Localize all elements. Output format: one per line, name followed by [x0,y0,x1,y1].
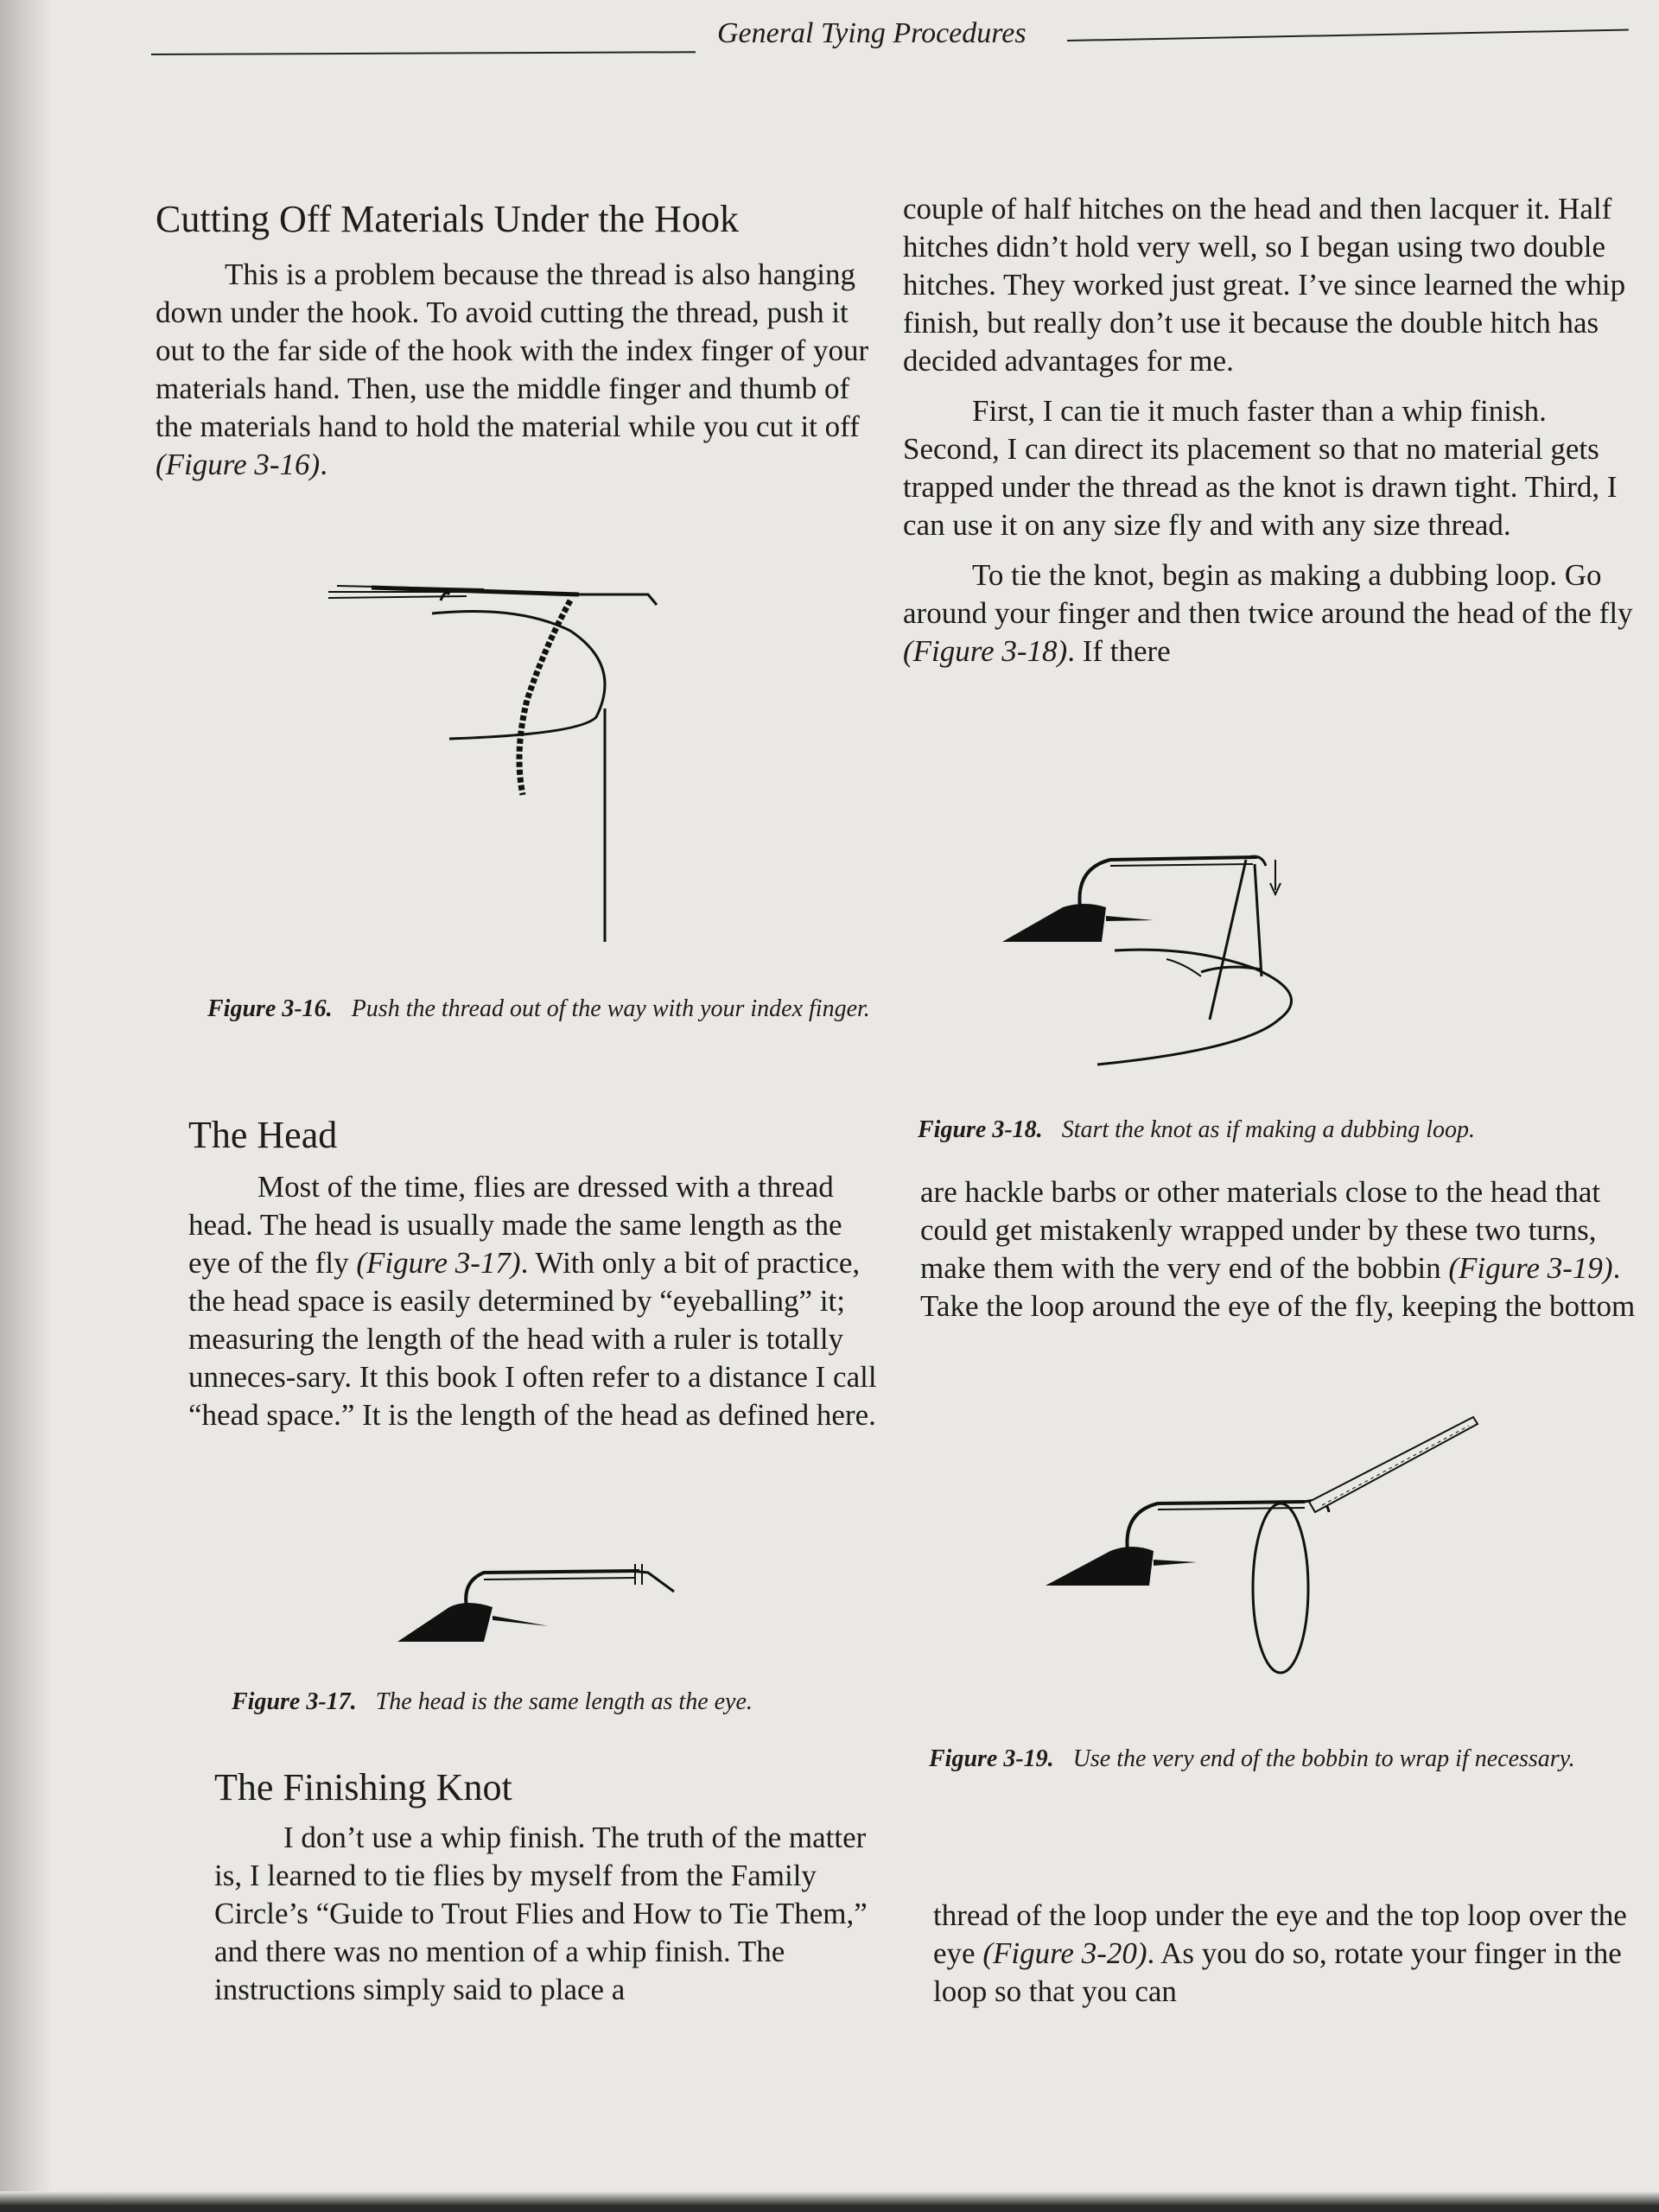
figure-ref-3-16: (Figure 3-16) [156,448,321,482]
section-head [188,1115,888,1434]
running-head-title: General Tying Procedures [717,17,1027,49]
paragraph-tie-knot: To tie the knot, begin as making a dubbing loop. Go around your finger and then twice around the head of the fly (Figure 3-18). If there [903,558,1633,668]
figure-3-17-illustration [397,1521,691,1650]
running-head [151,17,1629,60]
header-rule-left [151,51,696,55]
paragraph-loop-eye: thread of the loop under the eye and the top loop over the eye (Figure 3-20). As you do so, rotate your finger in the loop so that you can [933,1898,1627,2008]
paragraph-head: Most of the time, flies are dressed with a thread head. The head is usually made the same length as the eye of the fly (Figure 3-17). With only a bit of practice, the head space is easily determined by “eyeballing” it; measuring the length of the head with a ruler is totally unneces-sary. It this book I often refer to a distance I call “head space.” It is the length of the head as defined here. [188,1170,877,1433]
paragraph-advantages: First, I can tie it much faster than a whip finish. Second, I can direct its placement so that no material gets trapped under the thread as the knot is drawn tight. Third, I can use it on any size fly and with any size thread. [903,394,1618,542]
figure-3-18-illustration [1002,821,1348,1080]
paragraph-half-hitches: couple of half hitches on the head and then lacquer it. Half hitches didn’t hold very well, so I began using two double hitches. They worked just great. I’ve since learned the whip finish, but really don’t use it because the double hitch has decided advantages for me. [903,192,1626,378]
figure-3-16-caption [207,994,899,1025]
header-rule-right [1067,29,1629,41]
figure-3-17-text: The head is the same length as the eye. [375,1688,753,1715]
figure-3-19-text: Use the very end of the bobbin to wrap if necessary. [1072,1745,1575,1772]
section-finishing [214,1767,897,2009]
figure-3-18-number: Figure 3-18. [918,1116,1043,1143]
page-gutter-shadow [0,0,52,2212]
figure-3-19-caption [929,1744,1637,1775]
figure-3-16-text: Push the thread out of the way with your index finger. [351,995,870,1022]
figure-3-19-number: Figure 3-19. [929,1745,1054,1772]
figure-3-19-illustration [1046,1400,1486,1694]
page-bottom-edge [0,2191,1659,2212]
paragraph-finishing: I don’t use a whip finish. The truth of the matter is, I learned to tie flies by myself from the Family Circle’s “Guide to Trout Flies and How to Tie Them,” and there was no mention of a whip finish. The instructions simply said to place a [214,1821,868,2007]
figure-3-18-caption [918,1115,1652,1146]
figure-3-16-number: Figure 3-16. [207,995,333,1022]
figure-3-17-number: Figure 3-17. [232,1688,357,1715]
right-column-text-middle [920,1173,1646,1325]
figure-ref-3-18: (Figure 3-18) [903,634,1068,668]
figure-3-18-text: Start the knot as if making a dubbing loop. [1061,1116,1475,1143]
section-title-cutting: Cutting Off Materials Under the Hook [156,198,739,240]
paragraph-hackle-barbs: are hackle barbs or other materials close to the head that could get mistakenly wrapped under by these two turns, make them with the very end of the bobbin (Figure 3-19). Take the loop around the eye of the fly, keeping the bottom [920,1175,1636,1323]
section-title-finishing: The Finishing Knot [214,1766,512,1808]
figure-3-16-illustration [320,570,683,959]
right-column-text-bottom [933,1897,1646,2011]
figure-ref-3-20: (Figure 3-20) [982,1936,1147,1970]
paragraph-cutting: This is a problem because the thread is also hanging down under the hook. To avoid cutting the thread, push it out to the far side of the hook with the index finger of your materials hand. Then, use the middle finger and thumb of the materials hand to hold the material while you cut it off (Figure 3-16). [156,257,869,482]
figure-ref-3-17: (Figure 3-17) [356,1246,521,1281]
figure-3-17-caption [232,1687,923,1718]
figure-ref-3-19: (Figure 3-19) [1448,1251,1613,1285]
section-title-head: The Head [188,1114,338,1156]
right-column-text-top [903,190,1637,671]
section-cutting [156,199,890,484]
